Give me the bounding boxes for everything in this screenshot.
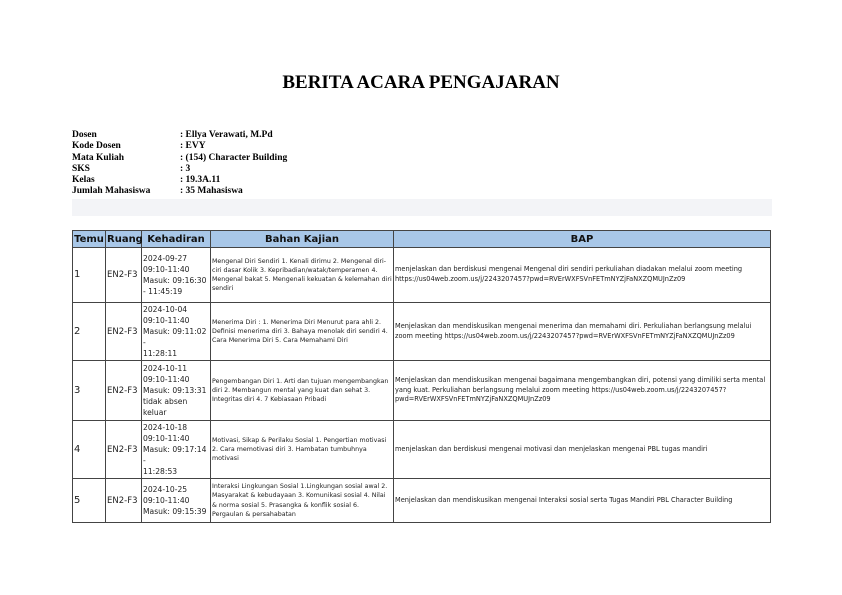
header-kehadiran: Kehadiran: [142, 231, 211, 248]
cell-ruang: EN2-F3: [106, 361, 142, 421]
info-value: : 35 Mahasiswa: [180, 186, 243, 197]
cell-bap: menjelaskan dan berdiskusi mengenai Mengenal diri sendiri perkuliahan diadakan melalui zoom meeting https://us04web.zoom.us/j/2243207457?pwd=RVErWXFSVnFETmNYZjFaNXZQMUJnZz09: [394, 248, 771, 303]
table-row: [73, 421, 771, 479]
info-label: SKS: [72, 163, 90, 174]
cell-bahan-kajian: Menerima Diri : 1. Menerima Diri Menurut para ahli 2. Definisi menerima diri 3. Bahaya menolak diri sendiri 4. Cara Menerima Diri 5. Cara Memahami Diri: [211, 303, 394, 361]
header-ruang: Ruang: [106, 231, 142, 248]
cell-ruang: EN2-F3: [106, 421, 142, 479]
cell-bahan-kajian: Motivasi, Sikap & Perilaku Sosial 1. Pengertian motivasi 2. Cara memotivasi diri 3. Hambatan tumbuhnya motivasi: [211, 421, 394, 479]
kehadiran-line: Masuk: 09:16:30: [143, 276, 207, 285]
kehadiran-line: 2024-10-11 09:10-11:40: [143, 364, 190, 384]
kehadiran-line: 11:28:11: [143, 349, 178, 358]
info-label: Dosen: [72, 130, 97, 140]
cell-kehadiran: [142, 248, 211, 303]
cell-bap: Menjelaskan dan mendiskusikan mengenai Interaksi sosial serta Tugas Mandiri PBL Character Building: [394, 479, 771, 523]
kehadiran-line: tidak absen keluar: [143, 397, 188, 417]
table-row: [73, 479, 771, 523]
table-header-row: [73, 231, 771, 248]
cell-ruang: EN2-F3: [106, 248, 142, 303]
cell-bahan-kajian: Mengenal Diri Sendiri 1. Kenali dirimu 2. Mengenal diri-ciri dasar Kolik 3. Kepribadian/watak/temperamen 4. Mengenal bakat 5. Mengenali kekuatan & kelemahan diri sendiri: [211, 248, 394, 303]
course-info: [72, 130, 287, 198]
cell-bap: Menjelaskan dan mendiskusikan mengenai menerima dan memahami diri. Perkuliahan berlangsung melalui zoom meeting https://us04web.zoom.us/j/2243207457?pwd=RVErWXFSVnFETmNYZjFaNXZQMUJnZz09: [394, 303, 771, 361]
cell-temu: 5: [73, 479, 106, 523]
info-value: : (154) Character Building: [180, 152, 288, 163]
cell-temu: 4: [73, 421, 106, 479]
info-value: : 3: [180, 163, 191, 174]
table-row: [73, 248, 771, 303]
cell-bap: menjelaskan dan berdiskusi mengenai motivasi dan menjelaskan mengenai PBL tugas mandiri: [394, 421, 771, 479]
cell-bahan-kajian: Pengembangan Diri 1. Arti dan tujuan mengembangkan diri 2. Membangun mental yang kuat dan sehat 3. Integritas diri 4. 7 Kebiasaan Pribadi: [211, 361, 394, 421]
cell-kehadiran: [142, 421, 211, 479]
cell-bap: Menjelaskan dan mendiskusikan mengenai bagaimana mengembangkan diri, potensi yang dimiliki serta mental yang kuat. Perkuliahan berlangsung melalui zoom meeting https://us04web.zoom.us/j/2243207457?pwd=RVErWXFSVnFETmNYZjFaNXZQMUJnZz09: [394, 361, 771, 421]
cell-temu: 3: [73, 361, 106, 421]
kehadiran-line: 2024-10-04: [143, 305, 188, 314]
kehadiran-line: 2024-09-27: [143, 254, 188, 263]
cell-ruang: EN2-F3: [106, 303, 142, 361]
kehadiran-line: Masuk: 09:17:14 -: [143, 445, 207, 465]
info-label: Mata Kuliah: [72, 152, 124, 163]
info-row-kelas: [72, 175, 287, 186]
header-bap: BAP: [394, 231, 771, 248]
cell-temu: 2: [73, 303, 106, 361]
kehadiran-line: Masuk: 09:11:02 -: [143, 327, 207, 347]
info-row-kode-dosen: [72, 141, 287, 152]
attendance-table: [72, 230, 771, 523]
header-bahan-kajian: Bahan Kajian: [211, 231, 394, 248]
table-row: [73, 361, 771, 421]
table-row: [73, 303, 771, 361]
info-label: Kelas: [72, 175, 95, 186]
kehadiran-line: Masuk: 09:15:39: [143, 507, 207, 516]
document-title: BERITA ACARA PENGAJARAN: [282, 72, 560, 93]
kehadiran-line: 2024-10-25: [143, 485, 188, 494]
cell-kehadiran: [142, 303, 211, 361]
cell-kehadiran: [142, 479, 211, 523]
info-label: Kode Dosen: [72, 141, 121, 152]
info-value: : Ellya Verawati, M.Pd: [180, 130, 273, 140]
info-row-dosen: [72, 130, 287, 141]
kehadiran-line: 09:10-11:40: [143, 316, 190, 325]
kehadiran-line: 11:28:53: [143, 467, 178, 476]
cell-ruang: EN2-F3: [106, 479, 142, 523]
cell-kehadiran: [142, 361, 211, 421]
kehadiran-line: Masuk: 09:13:31: [143, 386, 207, 395]
kehadiran-line: - 11:45:19: [143, 287, 183, 296]
info-value: : EVY: [180, 141, 206, 152]
info-label: Jumlah Mahasiswa: [72, 186, 151, 197]
separator-band: [72, 199, 772, 216]
kehadiran-line: 09:10-11:40: [143, 434, 190, 443]
info-row-jumlah-mahasiswa: [72, 186, 287, 197]
cell-bahan-kajian: Interaksi Lingkungan Sosial 1.Lingkungan sosial awal 2. Masyarakat & kebudayaan 3. Komunikasi sosial 4. Nilai & norma sosial 5. Prasangka & konflik sosial 6. Pergaulan & persahabatan: [211, 479, 394, 523]
kehadiran-line: 09:10-11:40: [143, 496, 190, 505]
kehadiran-line: 09:10-11:40: [143, 265, 190, 274]
info-row-mata-kuliah: [72, 153, 287, 164]
info-row-sks: [72, 164, 287, 175]
header-temu: Temu: [73, 231, 106, 248]
cell-temu: 1: [73, 248, 106, 303]
info-value: : 19.3A.11: [180, 175, 221, 186]
kehadiran-line: 2024-10-18: [143, 423, 188, 432]
